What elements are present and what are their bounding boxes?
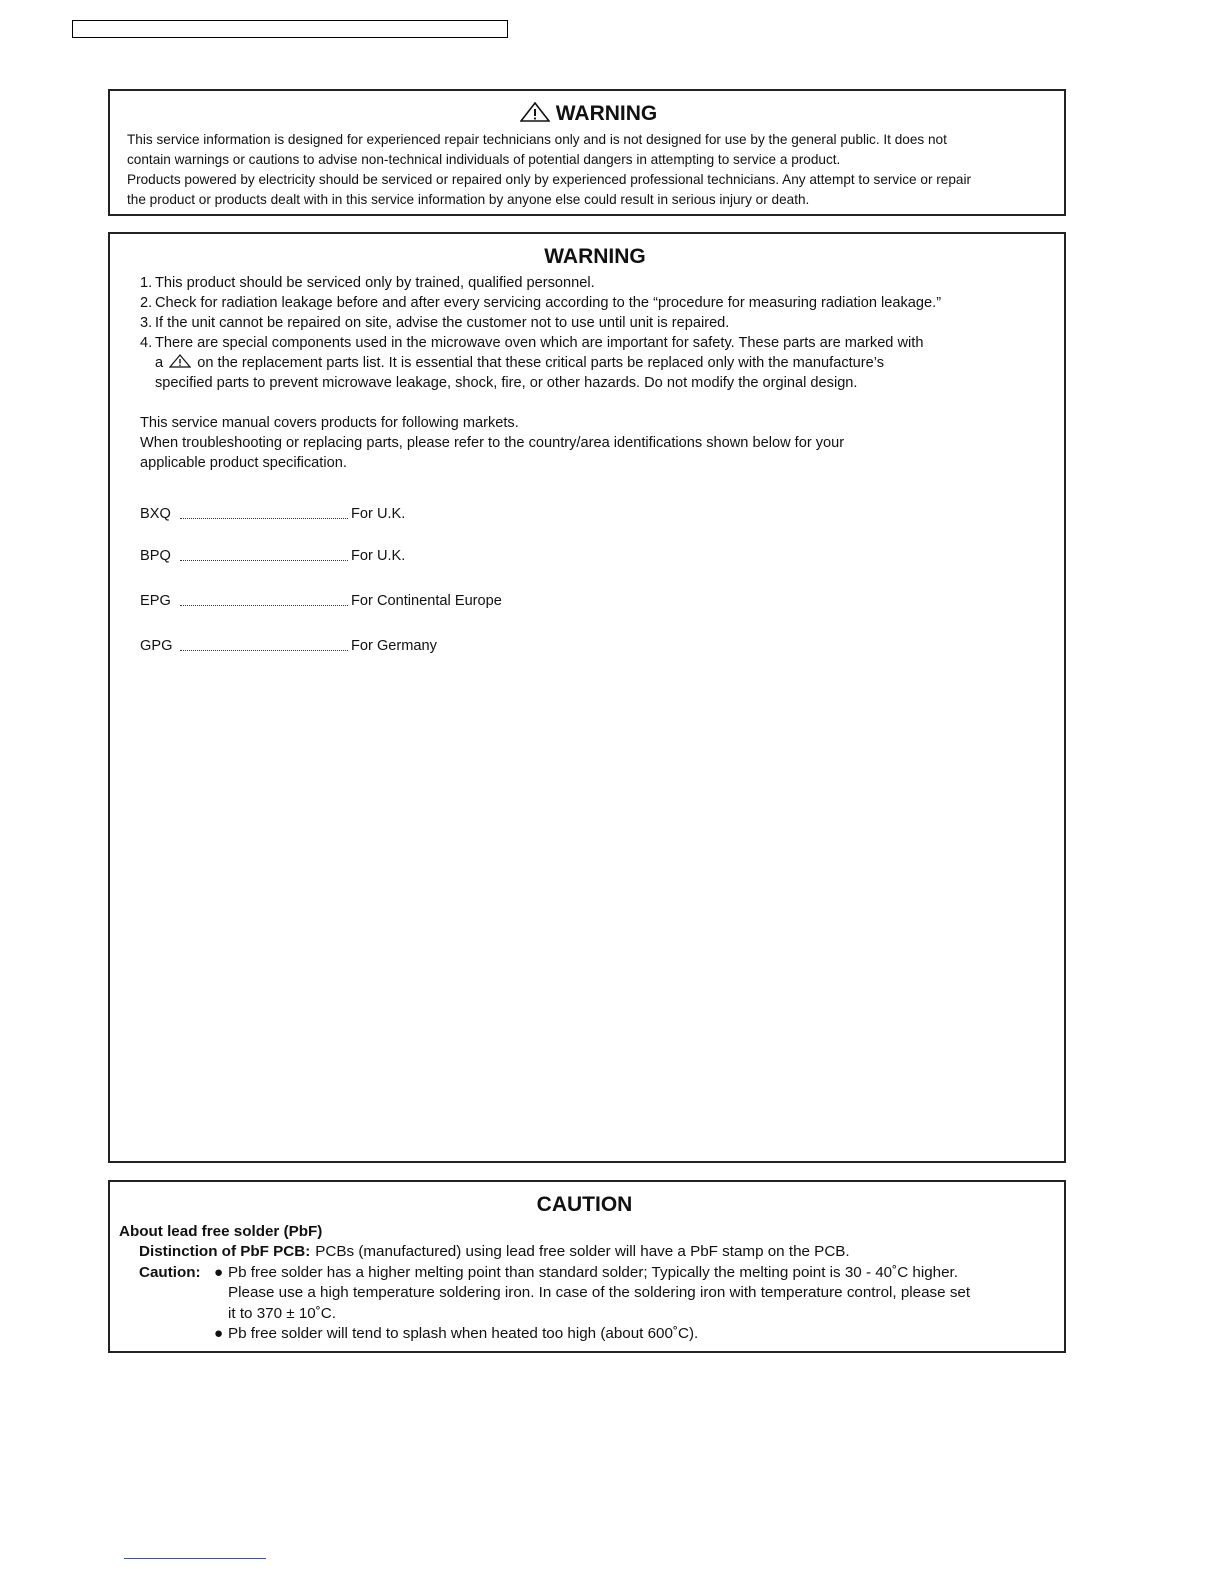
caution-line	[119, 1263, 1050, 1345]
caution-label: Caution:	[139, 1263, 201, 1281]
bullet-icon: ●	[214, 1325, 224, 1342]
dotted-leader	[180, 604, 348, 606]
caution-bullet	[214, 1324, 970, 1345]
coverage-line: applicable product specification.	[140, 455, 347, 471]
dotted-leader	[180, 559, 348, 561]
caution-heading: About lead free solder (PbF)	[119, 1223, 323, 1240]
market-desc: For Germany	[351, 638, 437, 654]
bullet-icon: ●	[214, 1263, 224, 1281]
market-row	[140, 591, 502, 611]
market-code: BPQ	[140, 548, 171, 564]
coverage-line: This service manual covers products for following markets.	[140, 415, 519, 431]
item-number: 1.	[140, 275, 153, 291]
market-code: EPG	[140, 593, 171, 609]
item-number: 2.	[140, 295, 153, 311]
header-box	[72, 20, 508, 38]
warning-title-text: WARNING	[555, 102, 658, 125]
bullet-text: Pb free solder has a higher melting point than standard solder; Typically the melting point is 30 - 40˚C higher.	[228, 1263, 958, 1281]
footer-rule	[124, 1558, 266, 1559]
warning-line: contain warnings or cautions to advise non-technical individuals of potential dangers in attempting to service a product.	[127, 152, 841, 167]
market-row	[140, 504, 405, 524]
item-text: specified parts to prevent microwave leakage, shock, fire, or other hazards. Do not modify the orginal design.	[155, 375, 858, 391]
distinction-line	[119, 1242, 1050, 1263]
item-text: a	[155, 355, 164, 371]
coverage-paragraph	[140, 413, 1050, 473]
caution-bullet	[214, 1263, 970, 1325]
market-desc: For U.K.	[351, 506, 406, 522]
warning-list	[140, 273, 1050, 393]
market-desc: For U.K.	[351, 548, 406, 564]
market-code: GPG	[140, 638, 173, 654]
item-text: on the replacement parts list. It is essential that these critical parts be replaced only with the manufacture’s	[197, 355, 885, 371]
list-item	[140, 273, 1050, 293]
caution-box	[108, 1180, 1066, 1353]
list-item	[140, 333, 1050, 393]
warning-paragraph	[127, 130, 1050, 210]
caution-title: CAUTION	[536, 1193, 633, 1216]
item-number: 4.	[140, 335, 153, 351]
bullet-text: Pb free solder will tend to splash when heated too high (about 600˚C).	[228, 1325, 699, 1342]
warning-triangle-icon	[520, 102, 550, 122]
dotted-leader	[180, 517, 348, 519]
item-text: There are special components used in the microwave oven which are important for safety. These parts are marked with	[155, 335, 924, 351]
dotted-leader	[180, 649, 348, 651]
warning-line: the product or products dealt with in this service information by anyone else could result in serious injury or death.	[127, 192, 810, 207]
item-number: 3.	[140, 315, 153, 331]
coverage-line: When troubleshooting or replacing parts, please refer to the country/area identifications shown below for your	[140, 435, 845, 451]
market-row	[140, 636, 437, 656]
list-item	[140, 313, 1050, 333]
item-text: This product should be serviced only by trained, qualified personnel.	[155, 275, 595, 291]
warning-title	[127, 101, 1050, 127]
general-warning-box	[108, 89, 1066, 216]
service-warning-title: WARNING	[544, 245, 646, 268]
item-text: Check for radiation leakage before and after every servicing according to the “procedure for measuring radiation leakage.”	[155, 295, 942, 311]
bullet-text: it to 370 ± 10˚C.	[228, 1304, 336, 1322]
distinction-text: PCBs (manufactured) using lead free solder will have a PbF stamp on the PCB.	[315, 1243, 850, 1260]
bullet-text: Please use a high temperature soldering iron. In case of the soldering iron with temperature control, please set	[228, 1284, 971, 1301]
distinction-label: Distinction of PbF PCB:	[139, 1243, 311, 1260]
item-text: If the unit cannot be repaired on site, advise the customer not to use until unit is repaired.	[155, 315, 730, 331]
market-code: BXQ	[140, 506, 171, 522]
market-desc: For Continental Europe	[351, 593, 502, 609]
warning-line: This service information is designed for experienced repair technicians only and is not designed for use by the general public. It does not	[127, 132, 947, 147]
list-item	[140, 293, 1050, 313]
warning-line: Products powered by electricity should be serviced or repaired only by experienced professional technicians. Any attempt to service or repair	[127, 172, 972, 187]
service-warning-box	[108, 232, 1066, 1163]
market-row	[140, 546, 405, 566]
warning-triangle-icon	[169, 354, 191, 368]
